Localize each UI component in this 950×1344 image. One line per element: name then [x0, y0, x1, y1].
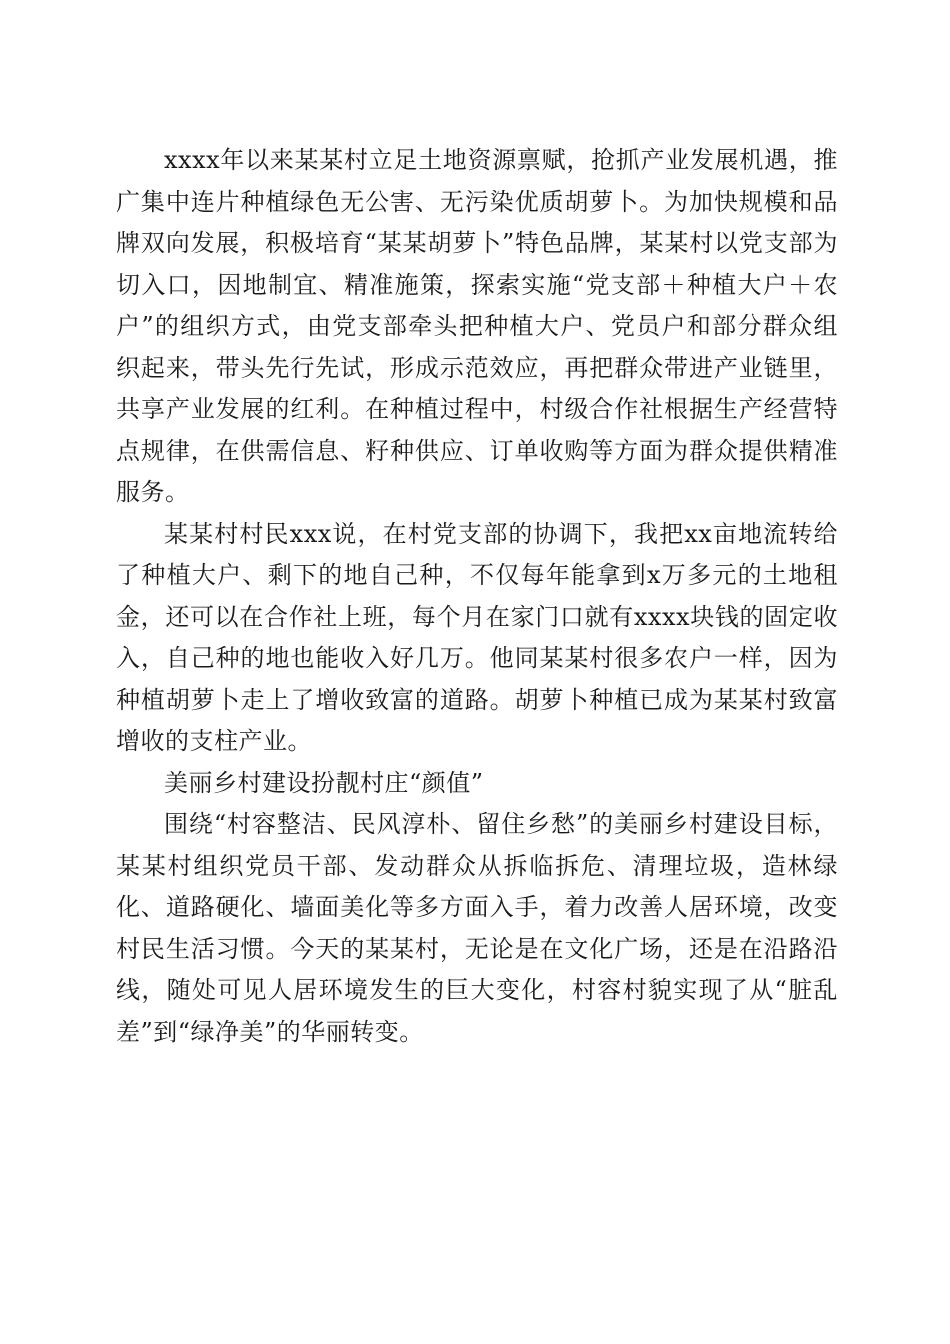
section-heading-beautiful-village: 美丽乡村建设扮靓村庄“颜值”: [164, 768, 484, 797]
document-body: [116, 140, 838, 1053]
paragraph-industry-development: xxxx年以来某某村立足土地资源禀赋，抢抓产业发展机遇，推广集中连片种植绿色无公害、无污染优质胡萝卜。为加快规模和品牌双向发展，积极培育“某某胡萝卜”特色品牌，某某村以党支部为切入口，因地制宜、精准施策，探索实施“党支部＋种植大户＋农户”的组织方式，由党支部牵头把种植大户、党员户和部分群众组织起来，带头先行先试，形成示范效应，再把群众带进产业链里，共享产业发展的红利。在种植过程中，村级合作社根据生产经营特点规律，在供需信息、籽种供应、订单收购等方面为群众提供精准服务。: [116, 146, 838, 506]
paragraph-village-environment: 围绕“村容整洁、民风淳朴、留住乡愁”的美丽乡村建设目标，某某村组织党员干部、发动群众从拆临拆危、清理垃圾，造林绿化、道路硬化、墙面美化等多方面入手，着力改善人居环境，改变村民生活习惯。今天的某某村，无论是在文化广场，还是在沿路沿线，随处可见人居环境发生的巨大变化，村容村貌实现了从“脏乱差”到“绿净美”的华丽转变。: [116, 810, 838, 1046]
paragraph-villager-quote: 某某村村民xxx说，在村党支部的协调下，我把xx亩地流转给了种植大户、剩下的地自己种，不仅每年能拿到x万多元的土地租金，还可以在合作社上班，每个月在家门口就有xxxx块钱的固定收入，自己种的地也能收入好几万。他同某某村很多农户一样，因为种植胡萝卜走上了增收致富的道路。胡萝卜种植已成为某某村致富增收的支柱产业。: [116, 519, 838, 755]
